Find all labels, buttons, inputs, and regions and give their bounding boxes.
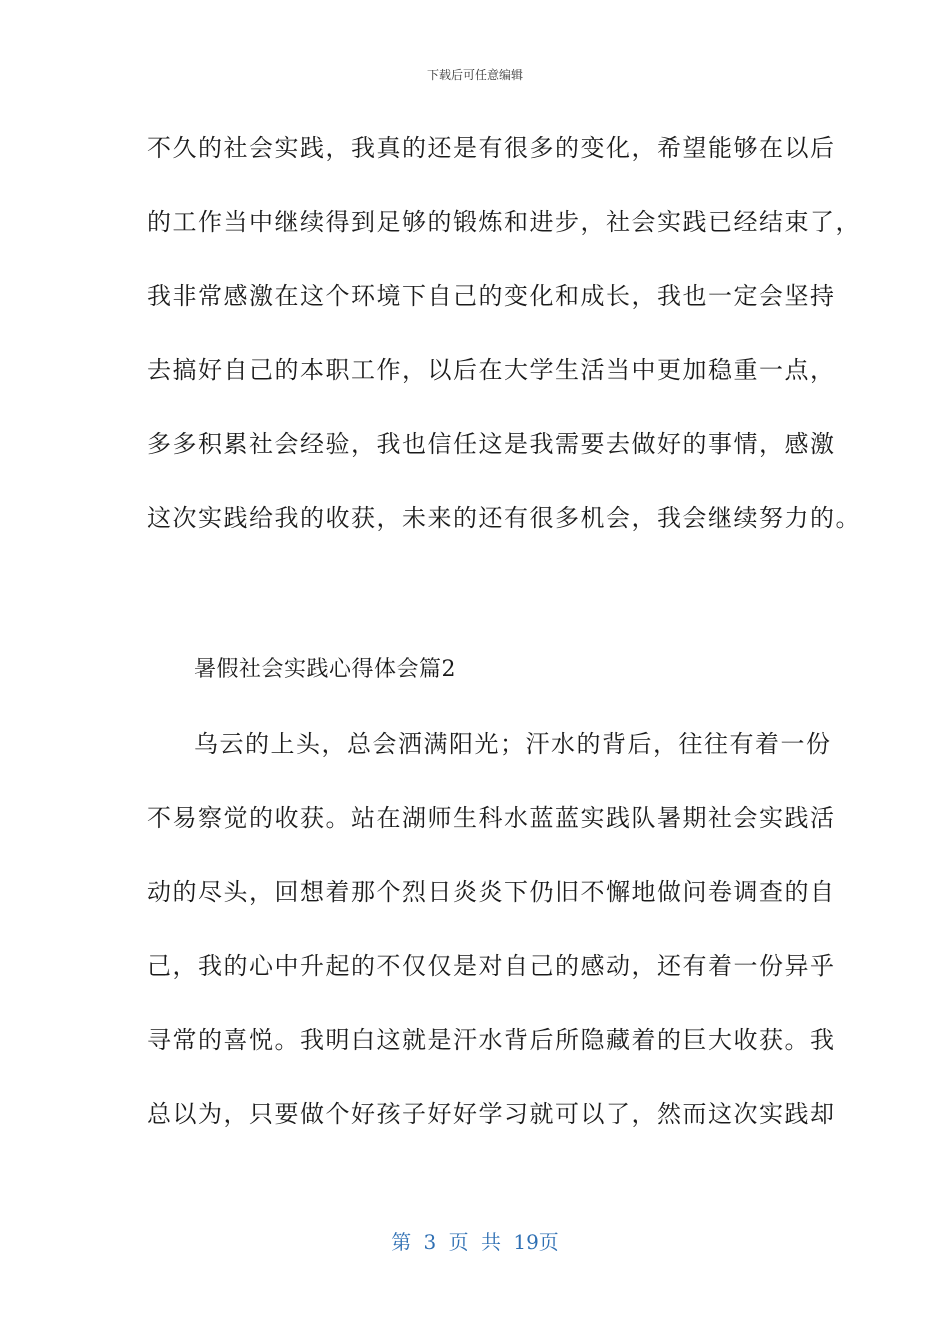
paragraph-line: 不易察觉的收获。站在湖师生科水蓝蓝实践队暑期社会实践活 (147, 804, 836, 832)
paragraph-line: 不久的社会实践，我真的还是有很多的变化，希望能够在以后 (147, 134, 836, 162)
page-footer: 第 3 页 共 19页 (391, 1230, 559, 1254)
page-header: 下载后可任意编辑 (426, 68, 523, 82)
paragraph-line: 的工作当中继续得到足够的锻炼和进步，社会实践已经结束了， (147, 208, 861, 236)
paragraph-line: 这次实践给我的收获，未来的还有很多机会，我会继续努力的。 (147, 504, 861, 532)
paragraph-line: 我非常感激在这个环境下自己的变化和成长，我也一定会坚持 (147, 282, 836, 310)
paragraph-line: 己，我的心中升起的不仅仅是对自己的感动，还有着一份异乎 (147, 952, 836, 980)
paragraph-line: 去搞好自己的本职工作，以后在大学生活当中更加稳重一点， (147, 356, 836, 384)
paragraph-line: 多多积累社会经验，我也信任这是我需要去做好的事情，感激 (147, 430, 836, 458)
paragraph-line: 寻常的喜悦。我明白这就是汗水背后所隐藏着的巨大收获。我 (147, 1026, 836, 1054)
paragraph-line: 动的尽头，回想着那个烈日炎炎下仍旧不懈地做问卷调查的自 (147, 878, 836, 906)
paragraph-line: 乌云的上头，总会洒满阳光；汗水的背后，往往有着一份 (194, 730, 832, 758)
section-title: 暑假社会实践心得体会篇2 (194, 657, 456, 682)
paragraph-line: 总以为，只要做个好孩子好好学习就可以了，然而这次实践却 (147, 1100, 836, 1128)
